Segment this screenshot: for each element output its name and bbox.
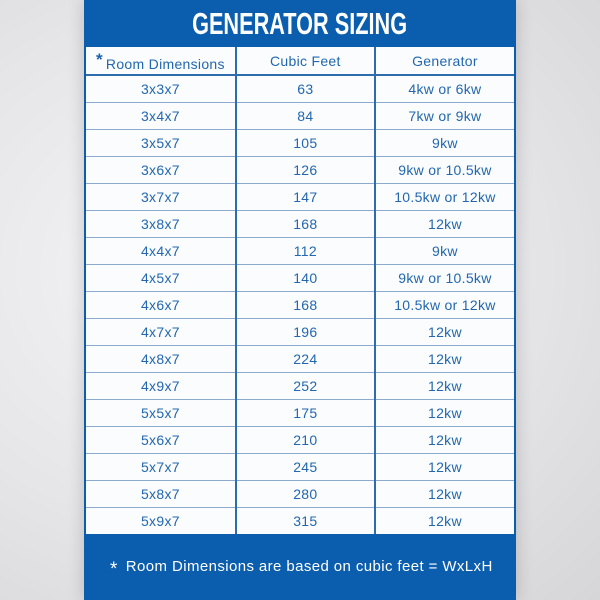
table-cell: 210 xyxy=(236,427,375,454)
table-row xyxy=(86,184,514,211)
table-cell: 196 xyxy=(236,319,375,346)
table-row xyxy=(86,319,514,346)
table-cell: 224 xyxy=(236,346,375,373)
table-cell: 126 xyxy=(236,157,375,184)
table-row xyxy=(86,481,514,508)
table-cell: 9kw xyxy=(375,130,514,157)
poster-panel xyxy=(84,0,516,600)
table-cell: 5x8x7 xyxy=(86,481,236,508)
table-cell: 280 xyxy=(236,481,375,508)
column-header-label: Room Dimensions xyxy=(105,55,225,72)
table-cell: 12kw xyxy=(375,400,514,427)
table-cell: 5x6x7 xyxy=(86,427,236,454)
header-row xyxy=(86,47,514,75)
table-cell: 3x6x7 xyxy=(86,157,236,184)
table-cell: 3x5x7 xyxy=(86,130,236,157)
table-row xyxy=(86,211,514,238)
table-cell: 4x5x7 xyxy=(86,265,236,292)
table-row xyxy=(86,400,514,427)
table-cell: 12kw xyxy=(375,454,514,481)
table-cell: 3x7x7 xyxy=(86,184,236,211)
table-cell: 10.5kw or 12kw xyxy=(375,292,514,319)
table-cell: 84 xyxy=(236,103,375,130)
table-row xyxy=(86,346,514,373)
table-cell: 4x9x7 xyxy=(86,373,236,400)
table-cell: 147 xyxy=(236,184,375,211)
table-row xyxy=(86,75,514,103)
footnote-star-icon: * xyxy=(110,559,118,580)
table-cell: 12kw xyxy=(375,346,514,373)
table-row xyxy=(86,265,514,292)
table-cell: 5x5x7 xyxy=(86,400,236,427)
table-cell: 4x6x7 xyxy=(86,292,236,319)
table-cell: 105 xyxy=(236,130,375,157)
footnote-band xyxy=(84,534,516,600)
table-row xyxy=(86,103,514,130)
table-cell: 12kw xyxy=(375,481,514,508)
table-cell: 112 xyxy=(236,238,375,265)
table-cell: 63 xyxy=(236,75,375,103)
table-cell: 3x3x7 xyxy=(86,75,236,103)
table-row xyxy=(86,508,514,535)
column-header-cubic-feet: Cubic Feet xyxy=(236,47,375,75)
sizing-table xyxy=(86,47,514,534)
table-row xyxy=(86,427,514,454)
table-cell: 5x9x7 xyxy=(140,513,180,529)
table-cell: 168 xyxy=(236,292,375,319)
table-cell: 4x8x7 xyxy=(86,346,236,373)
table-cell: 245 xyxy=(236,454,375,481)
footnote-text: Room Dimensions are based on cubic feet = WxLxH xyxy=(125,558,493,575)
table-cell: 315 xyxy=(236,508,375,535)
table-cell: 7kw or 9kw xyxy=(375,103,514,130)
table-cell: 12kw xyxy=(375,508,514,535)
poster-title: GENERATOR SIZING xyxy=(192,6,408,41)
table-row xyxy=(86,454,514,481)
table-cell: 9kw or 10.5kw xyxy=(375,157,514,184)
table-row xyxy=(86,292,514,319)
table-cell: 5x7x7 xyxy=(86,454,236,481)
table-cell: 10.5kw or 12kw xyxy=(375,184,514,211)
asterisk-marker: * xyxy=(96,49,103,69)
table-row xyxy=(86,157,514,184)
table-cell: 3x4x7 xyxy=(86,103,236,130)
table-cell: 12kw xyxy=(375,319,514,346)
table-cell: 140 xyxy=(236,265,375,292)
table-cell: 9kw or 10.5kw xyxy=(375,265,514,292)
table-cell: 175 xyxy=(236,400,375,427)
table-header xyxy=(86,47,514,75)
table-cell: 12kw xyxy=(375,373,514,400)
table-row xyxy=(86,130,514,157)
table-cell: 12kw xyxy=(375,211,514,238)
column-header-room-dimensions xyxy=(86,47,236,75)
column-header-generator: Generator xyxy=(375,47,514,75)
table-row xyxy=(86,373,514,400)
table-cell: 4x4x7 xyxy=(86,238,236,265)
table-cell: 9kw xyxy=(375,238,514,265)
title-band xyxy=(84,0,516,47)
table-row xyxy=(86,238,514,265)
table-cell: 4x7x7 xyxy=(86,319,236,346)
table-cell: 12kw xyxy=(375,427,514,454)
table-cell: 3x8x7 xyxy=(86,211,236,238)
table-cell: 168 xyxy=(236,211,375,238)
table-cell: 252 xyxy=(236,373,375,400)
table-body xyxy=(86,75,514,534)
table-cell: 4kw or 6kw xyxy=(375,75,514,103)
